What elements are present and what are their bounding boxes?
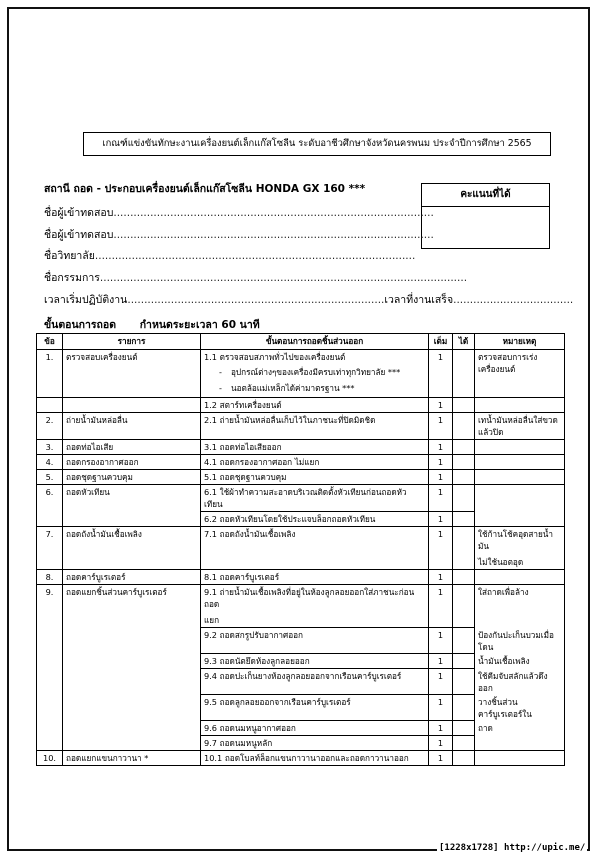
row-no: 3. <box>37 440 63 455</box>
row-full: 1 <box>429 585 453 628</box>
table-row <box>37 470 565 485</box>
header-full: เต็ม <box>429 334 453 350</box>
row-score-cell[interactable] <box>453 721 475 736</box>
row-step: 6.2 ถอดหัวเทียนโดยใช้ประแจบล็อกถอดหัวเทียน <box>201 512 429 527</box>
row-step: 3.1 ถอดท่อไอเสียออก <box>201 440 429 455</box>
document-title: เกณฑ์แข่งขันทักษะงานเครื่องยนต์เล็กแก๊สโซลีน ระดับอาชีวศึกษาจังหวัดนครพนม ประจำปีการศึกษา 2565 <box>83 132 551 156</box>
row-no <box>37 398 63 413</box>
committee-field[interactable]: .............................................................................................................. <box>99 272 468 284</box>
row-full: 1 <box>429 527 453 570</box>
row-full: 1 <box>429 485 453 512</box>
row-step <box>201 350 429 365</box>
row-no: 5. <box>37 470 63 485</box>
examinee-1-line <box>44 206 434 220</box>
row-step: 7.1 ถอดถังน้ำมันเชื้อเพลิง <box>201 527 429 570</box>
start-time-label: เวลาเริ่มปฏิบัติงาน <box>44 294 128 306</box>
row-note: ตรวจสอบการเร่งเครื่องยนต์ <box>475 350 565 398</box>
row-item: ถอดกรองอากาศออก <box>63 455 201 470</box>
row-step: 4.1 ถอดกรองอากาศออก ไม่แยก <box>201 455 429 470</box>
table-row <box>37 398 565 413</box>
row-item: ถอดท่อไอเสีย <box>63 440 201 455</box>
row-item: ถอดคาร์บูเรเตอร์ <box>63 570 201 585</box>
row-step: 9.2 ถอดสกรูปรับอากาศออก <box>201 628 429 654</box>
table-row <box>37 527 565 570</box>
row-full: 1 <box>429 350 453 398</box>
row-full: 1 <box>429 570 453 585</box>
row-score-cell[interactable] <box>453 628 475 654</box>
row-score-cell[interactable] <box>453 695 475 721</box>
examinee-2-label: ชื่อผู้เข้าทดสอบ <box>44 229 114 241</box>
row-full: 1 <box>429 669 453 695</box>
college-field[interactable]: ................................................................................................ <box>94 250 416 262</box>
row-note: ใส่ถาดเพื่อล้าง <box>475 585 565 628</box>
row-full: 1 <box>429 512 453 527</box>
row-item: ถอดหัวเทียน <box>63 485 201 527</box>
row-no: 1. <box>37 350 63 398</box>
examinee-1-field[interactable]: ................................................................................................ <box>113 207 434 219</box>
row-step-text: 1.1 ตรวจสอบสภาพทั่วไปของเครื่องยนต์ <box>204 352 346 362</box>
row-full: 1 <box>429 654 453 669</box>
row-score-cell[interactable] <box>453 455 475 470</box>
row-score-cell[interactable] <box>453 413 475 440</box>
row-note <box>475 527 565 570</box>
row-step-text: 9.1 ถ่ายน้ำมันเชื้อเพลิงที่อยู่ในห้องลูกลอยออกใส่ภาชนะก่อนถอด <box>204 587 415 609</box>
row-no: 4. <box>37 455 63 470</box>
finish-time-label: เวลาที่งานเสร็จ <box>384 294 454 306</box>
row-note-line: ไม่ใช้นอตอุด <box>478 557 524 567</box>
row-step: 10.1 ถอดโบลท์ล็อกแขนกาวานาออกและถอดกาวานาออก <box>201 751 429 766</box>
start-time-field[interactable]: ............................................................................. <box>127 294 385 306</box>
row-step: 2.1 ถ่ายน้ำมันหล่อลื่นเก็บไว้ในภาชนะที่ปิดมิดชิด <box>201 413 429 440</box>
row-score-cell[interactable] <box>453 585 475 628</box>
row-score-cell[interactable] <box>453 570 475 585</box>
examinee-2-line <box>44 228 434 242</box>
row-note <box>475 398 565 413</box>
row-no: 8. <box>37 570 63 585</box>
image-watermark: [1228x1728] http://upic.me/ <box>439 843 586 853</box>
table-header-row <box>37 334 565 350</box>
row-score-cell[interactable] <box>453 440 475 455</box>
table-row <box>37 570 565 585</box>
row-full: 1 <box>429 398 453 413</box>
row-score-cell[interactable] <box>453 736 475 751</box>
row-score-cell[interactable] <box>453 527 475 570</box>
row-item: ถอดแยกแขนกาวานา * <box>63 751 201 766</box>
row-step-text: แยก <box>204 615 220 625</box>
finish-time-field[interactable]: .................................... <box>453 294 574 306</box>
row-item: ถอดแยกชิ้นส่วนคาร์บูเรเตอร์ <box>63 585 201 751</box>
row-score-cell[interactable] <box>453 350 475 398</box>
row-score-cell[interactable] <box>453 398 475 413</box>
row-score-cell[interactable] <box>453 751 475 766</box>
row-item <box>63 398 201 413</box>
row-note <box>475 440 565 455</box>
table-row <box>37 350 565 365</box>
score-box-title: คะแนนที่ได้ <box>422 184 549 207</box>
table-row <box>37 440 565 455</box>
row-step: 6.1 ใช้ผ้าทำความสะอาดบริเวณติดตั้งหัวเทียนก่อนถอดหัวเทียน <box>201 485 429 512</box>
college-line <box>44 249 415 263</box>
college-label: ชื่อวิทยาลัย <box>44 250 95 262</box>
row-full: 1 <box>429 413 453 440</box>
row-note: ป้องกันปะเก็นบวมเมื่อโดน <box>475 628 565 654</box>
row-step: 1.2 สตาร์ทเครื่องยนต์ <box>201 398 429 413</box>
steps-table <box>36 333 565 766</box>
section-title: ขั้นตอนการถอด <box>44 319 117 331</box>
row-note: ใช้คีมจับสลักแล้วดึงออก <box>475 669 565 695</box>
row-full: 1 <box>429 455 453 470</box>
row-step-subitems <box>201 364 429 398</box>
row-full: 1 <box>429 628 453 654</box>
row-note: เทน้ำมันหล่อลื่นใส่ขวดแล้วปิด <box>475 413 565 440</box>
header-note: หมายเหตุ <box>475 334 565 350</box>
row-full: 1 <box>429 751 453 766</box>
table-row <box>37 413 565 440</box>
section-heading <box>44 316 260 333</box>
table-row <box>37 485 565 512</box>
row-note: น้ำมันเชื้อเพลิง <box>475 654 565 669</box>
examinee-2-field[interactable]: ................................................................................................ <box>113 229 434 241</box>
row-note <box>475 736 565 751</box>
row-note <box>475 470 565 485</box>
row-full: 1 <box>429 470 453 485</box>
row-score-cell[interactable] <box>453 654 475 669</box>
time-line <box>44 293 573 307</box>
row-note: วางชิ้นส่วนคาร์บูเรเตอร์ใน <box>475 695 565 721</box>
committee-label: ชื่อกรรมการ <box>44 272 100 284</box>
row-step: 9.6 ถอดนมหนูอากาศออก <box>201 721 429 736</box>
time-limit: กำหนดระยะเวลา 60 นาที <box>139 319 260 331</box>
row-step: 9.4 ถอดปะเก็นยางห้องลูกลอยออกจากเรือนคาร์บูเรเตอร์ <box>201 669 429 695</box>
committee-line <box>44 271 467 285</box>
row-note <box>475 485 565 527</box>
header-step: ขั้นตอนการถอดชิ้นส่วนออก <box>201 334 429 350</box>
table-row <box>37 751 565 766</box>
table-row <box>37 455 565 470</box>
row-no: 2. <box>37 413 63 440</box>
row-note <box>475 751 565 766</box>
row-score-cell[interactable] <box>453 470 475 485</box>
row-step: 9.3 ถอดนัตยึดห้องลูกลอยออก <box>201 654 429 669</box>
row-step: 9.7 ถอดนมหนูหลัก <box>201 736 429 751</box>
row-step <box>201 585 429 628</box>
row-step: 9.5 ถอดลูกลอยออกจากเรือนคาร์บูเรเตอร์ <box>201 695 429 721</box>
row-step: 8.1 ถอดคาร์บูเรเตอร์ <box>201 570 429 585</box>
row-full: 1 <box>429 736 453 751</box>
table-row <box>37 585 565 628</box>
row-no: 6. <box>37 485 63 527</box>
header-score: ได้ <box>453 334 475 350</box>
sub-step-text: - อุปกรณ์ต่างๆของเครื่องมีครบเท่าทุกวิทยาลัย *** <box>217 366 425 378</box>
row-full: 1 <box>429 440 453 455</box>
row-score-cell[interactable] <box>453 512 475 527</box>
row-note <box>475 455 565 470</box>
row-item: ถอดถังน้ำมันเชื้อเพลิง <box>63 527 201 570</box>
row-note: ถาด <box>475 721 565 736</box>
row-score-cell[interactable] <box>453 485 475 512</box>
examinee-1-label: ชื่อผู้เข้าทดสอบ <box>44 207 114 219</box>
row-no: 9. <box>37 585 63 751</box>
row-score-cell[interactable] <box>453 669 475 695</box>
row-full: 1 <box>429 695 453 721</box>
row-step: 5.1 ถอดชุดฐานควบคุม <box>201 470 429 485</box>
header-item: รายการ <box>63 334 201 350</box>
row-item: ถอดชุดฐานควบคุม <box>63 470 201 485</box>
sub-step-text: - นอตล้อแม่เหล็กได้ค่ามาตรฐาน *** <box>217 382 425 394</box>
row-no: 7. <box>37 527 63 570</box>
row-no: 10. <box>37 751 63 766</box>
row-item: ถ่ายน้ำมันหล่อลื่น <box>63 413 201 440</box>
station-line: สถานี ถอด - ประกอบเครื่องยนต์เล็กแก๊สโซลีน HONDA GX 160 *** <box>44 183 366 195</box>
row-note-line: ใช้ก้านโช้คอุดสายน้ำมัน <box>478 529 553 551</box>
header-no: ข้อ <box>37 334 63 350</box>
row-note <box>475 570 565 585</box>
score-box <box>421 183 550 249</box>
row-full: 1 <box>429 721 453 736</box>
row-item: ตรวจสอบเครื่องยนต์ <box>63 350 201 398</box>
